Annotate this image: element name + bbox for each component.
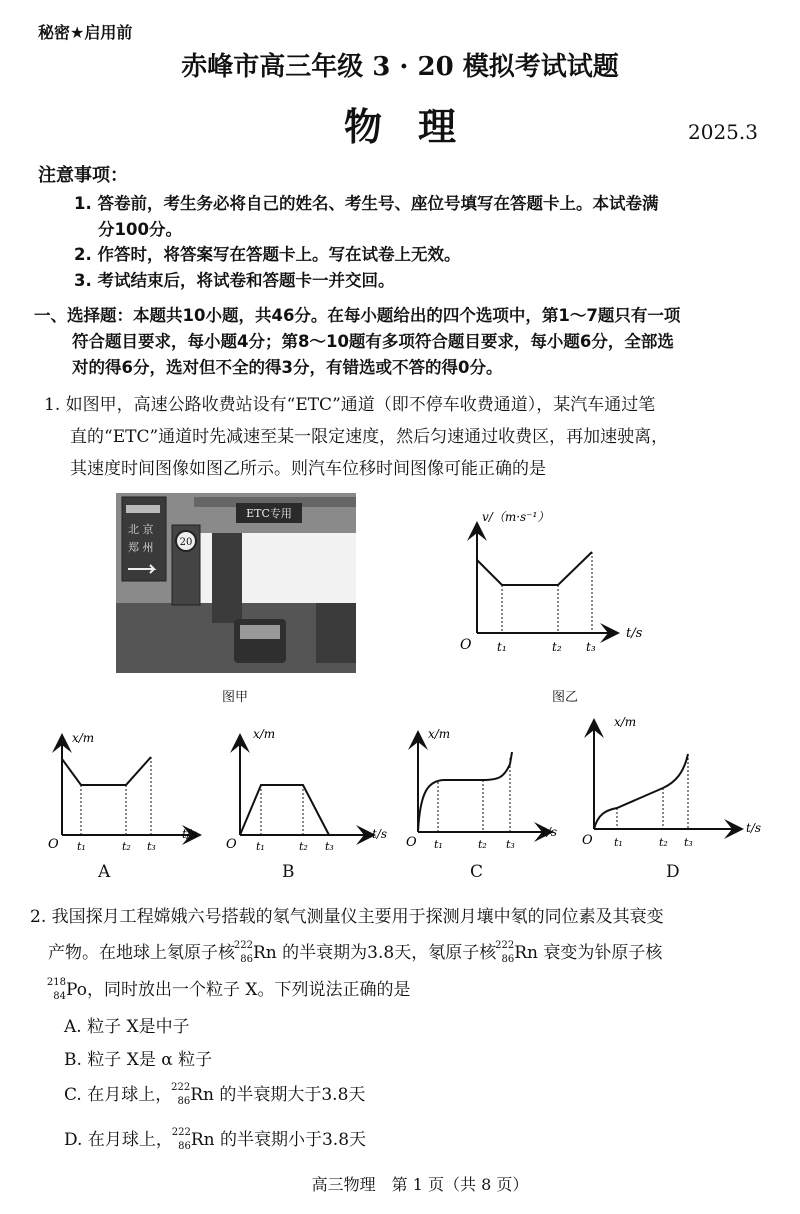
velocity-time-graph (430, 495, 660, 665)
svg-text:t₁: t₁ (77, 840, 86, 852)
exam-date: 2025.3 (688, 120, 758, 144)
q2-text-3: 218 84 Po，同时放出一个粒子 X。下列说法正确的是 (46, 976, 411, 1002)
curve-a (62, 757, 151, 785)
t2-label: t₂ (552, 640, 562, 654)
svg-text:x/m: x/m (253, 727, 276, 741)
t-axis-label: t/s (626, 626, 643, 641)
svg-text:O: O (406, 835, 417, 850)
q1-text-1: 1. 如图甲，高速公路收费站设有“ETC”通道（即不停车收费通道），某汽车通过笔 (44, 395, 656, 415)
option-b-graph[interactable] (220, 722, 400, 852)
svg-text:t/s: t/s (746, 821, 762, 835)
svg-text:t₃: t₃ (325, 840, 334, 852)
q2-option-b[interactable]: B. 粒子 X是 α 粒子 (64, 1050, 213, 1070)
speed-limit-text: 20 (179, 537, 193, 548)
svg-text:x/m: x/m (428, 727, 451, 741)
option-a-graph[interactable] (30, 722, 210, 852)
notice-item-2: 2. 作答时，将答案写在答题卡上。写在试卷上无效。 (74, 245, 461, 264)
svg-text:x/m: x/m (72, 731, 95, 745)
svg-text:t₂: t₂ (659, 836, 668, 849)
option-c-graph[interactable] (400, 722, 580, 852)
option-c-label[interactable]: C (470, 862, 484, 882)
section-instructions-1: 一、选择题：本题共10小题，共46分。在每小题给出的四个选项中，第1～7题只有一项 (34, 306, 681, 325)
curve-d (594, 754, 688, 829)
option-b-label[interactable]: B (282, 862, 295, 882)
exam-title: 赤峰市高三年级 3 · 20 模拟考试试题 (181, 52, 619, 82)
q1-text-2: 直的“ETC”通道时先减速至某一限定速度，然后匀速通过收费区，再加速驶离， (70, 427, 669, 447)
svg-text:t₂: t₂ (299, 840, 308, 852)
q1-text-3: 其速度时间图像如图乙所示。则汽车位移时间图像可能正确的是 (70, 459, 546, 479)
velocity-curve (477, 552, 592, 585)
graph-caption: 图乙 (552, 690, 579, 705)
svg-text:t/s: t/s (372, 827, 388, 841)
q2-text-1: 2. 我国探月工程嫦娥六号搭载的氡气测量仪主要用于探测月壤中氡的同位素及其衰变 (30, 907, 664, 927)
svg-text:t₃: t₃ (506, 838, 515, 851)
q2-option-d[interactable]: D. 在月球上， 222 86 Rn 的半衰期小于3.8天 (64, 1126, 367, 1152)
svg-text:x/m: x/m (614, 715, 637, 729)
option-d-label[interactable]: D (666, 862, 680, 882)
notice-item-1: 1. 答卷前，考生务必将自己的姓名、考生号、座位号填写在答题卡上。本试卷满 (74, 194, 659, 213)
q2-option-a[interactable]: A. 粒子 X是中子 (64, 1017, 190, 1037)
svg-text:郑 州: 郑 州 (128, 541, 154, 554)
svg-text:O: O (226, 837, 237, 852)
svg-text:t₁: t₁ (256, 840, 265, 852)
svg-text:t₃: t₃ (684, 836, 693, 849)
svg-text:t₃: t₃ (147, 840, 156, 852)
curve-c (418, 752, 512, 832)
svg-text:t/s: t/s (542, 825, 558, 839)
q2-text-2: 产物。在地球上氡原子核 222 86 Rn 的半衰期为3.8天，氡原子核 222 86 Rn 衰变为钋原子核 (48, 939, 663, 965)
option-a-label[interactable]: A (98, 862, 111, 882)
svg-text:O: O (582, 833, 593, 848)
svg-text:t₁: t₁ (434, 838, 443, 851)
etc-toll-photo (116, 493, 356, 673)
q2-option-c[interactable]: C. 在月球上， 222 86 Rn 的半衰期大于3.8天 (64, 1081, 366, 1107)
confidential-label: 秘密★启用前 (38, 23, 133, 42)
notice-item-3: 3. 考试结束后，将试卷和答题卡一并交回。 (74, 271, 395, 290)
notice-item-1-cont: 分100分。 (98, 220, 182, 239)
curve-b (240, 785, 329, 835)
t3-label: t₃ (586, 640, 596, 654)
svg-text:t₁: t₁ (614, 836, 623, 849)
t1-label: t₁ (497, 640, 507, 654)
photo-caption: 图甲 (222, 690, 249, 705)
svg-text:北 京: 北 京 (128, 523, 154, 536)
section-instructions-3: 对的得6分，选对但不全的得3分，有错选或不答的得0分。 (72, 358, 503, 377)
svg-text:t/s: t/s (182, 827, 198, 841)
section-instructions-2: 符合题目要求，每小题4分；第8～10题有多项符合题目要求，每小题6分，全部选 (72, 332, 674, 351)
svg-text:t₂: t₂ (122, 840, 131, 852)
svg-text:t₂: t₂ (478, 838, 487, 851)
origin-label: O (460, 637, 472, 653)
notice-heading: 注意事项： (38, 165, 128, 186)
subject-title: 物理 (343, 104, 492, 149)
v-axis-label: v/（m·s⁻¹） (482, 510, 550, 524)
svg-text:O: O (48, 837, 59, 852)
etc-sign-text: ETC专用 (246, 507, 292, 520)
page-footer: 高三物理 第 1 页（共 8 页） (311, 1175, 529, 1194)
option-d-graph[interactable] (580, 712, 800, 852)
